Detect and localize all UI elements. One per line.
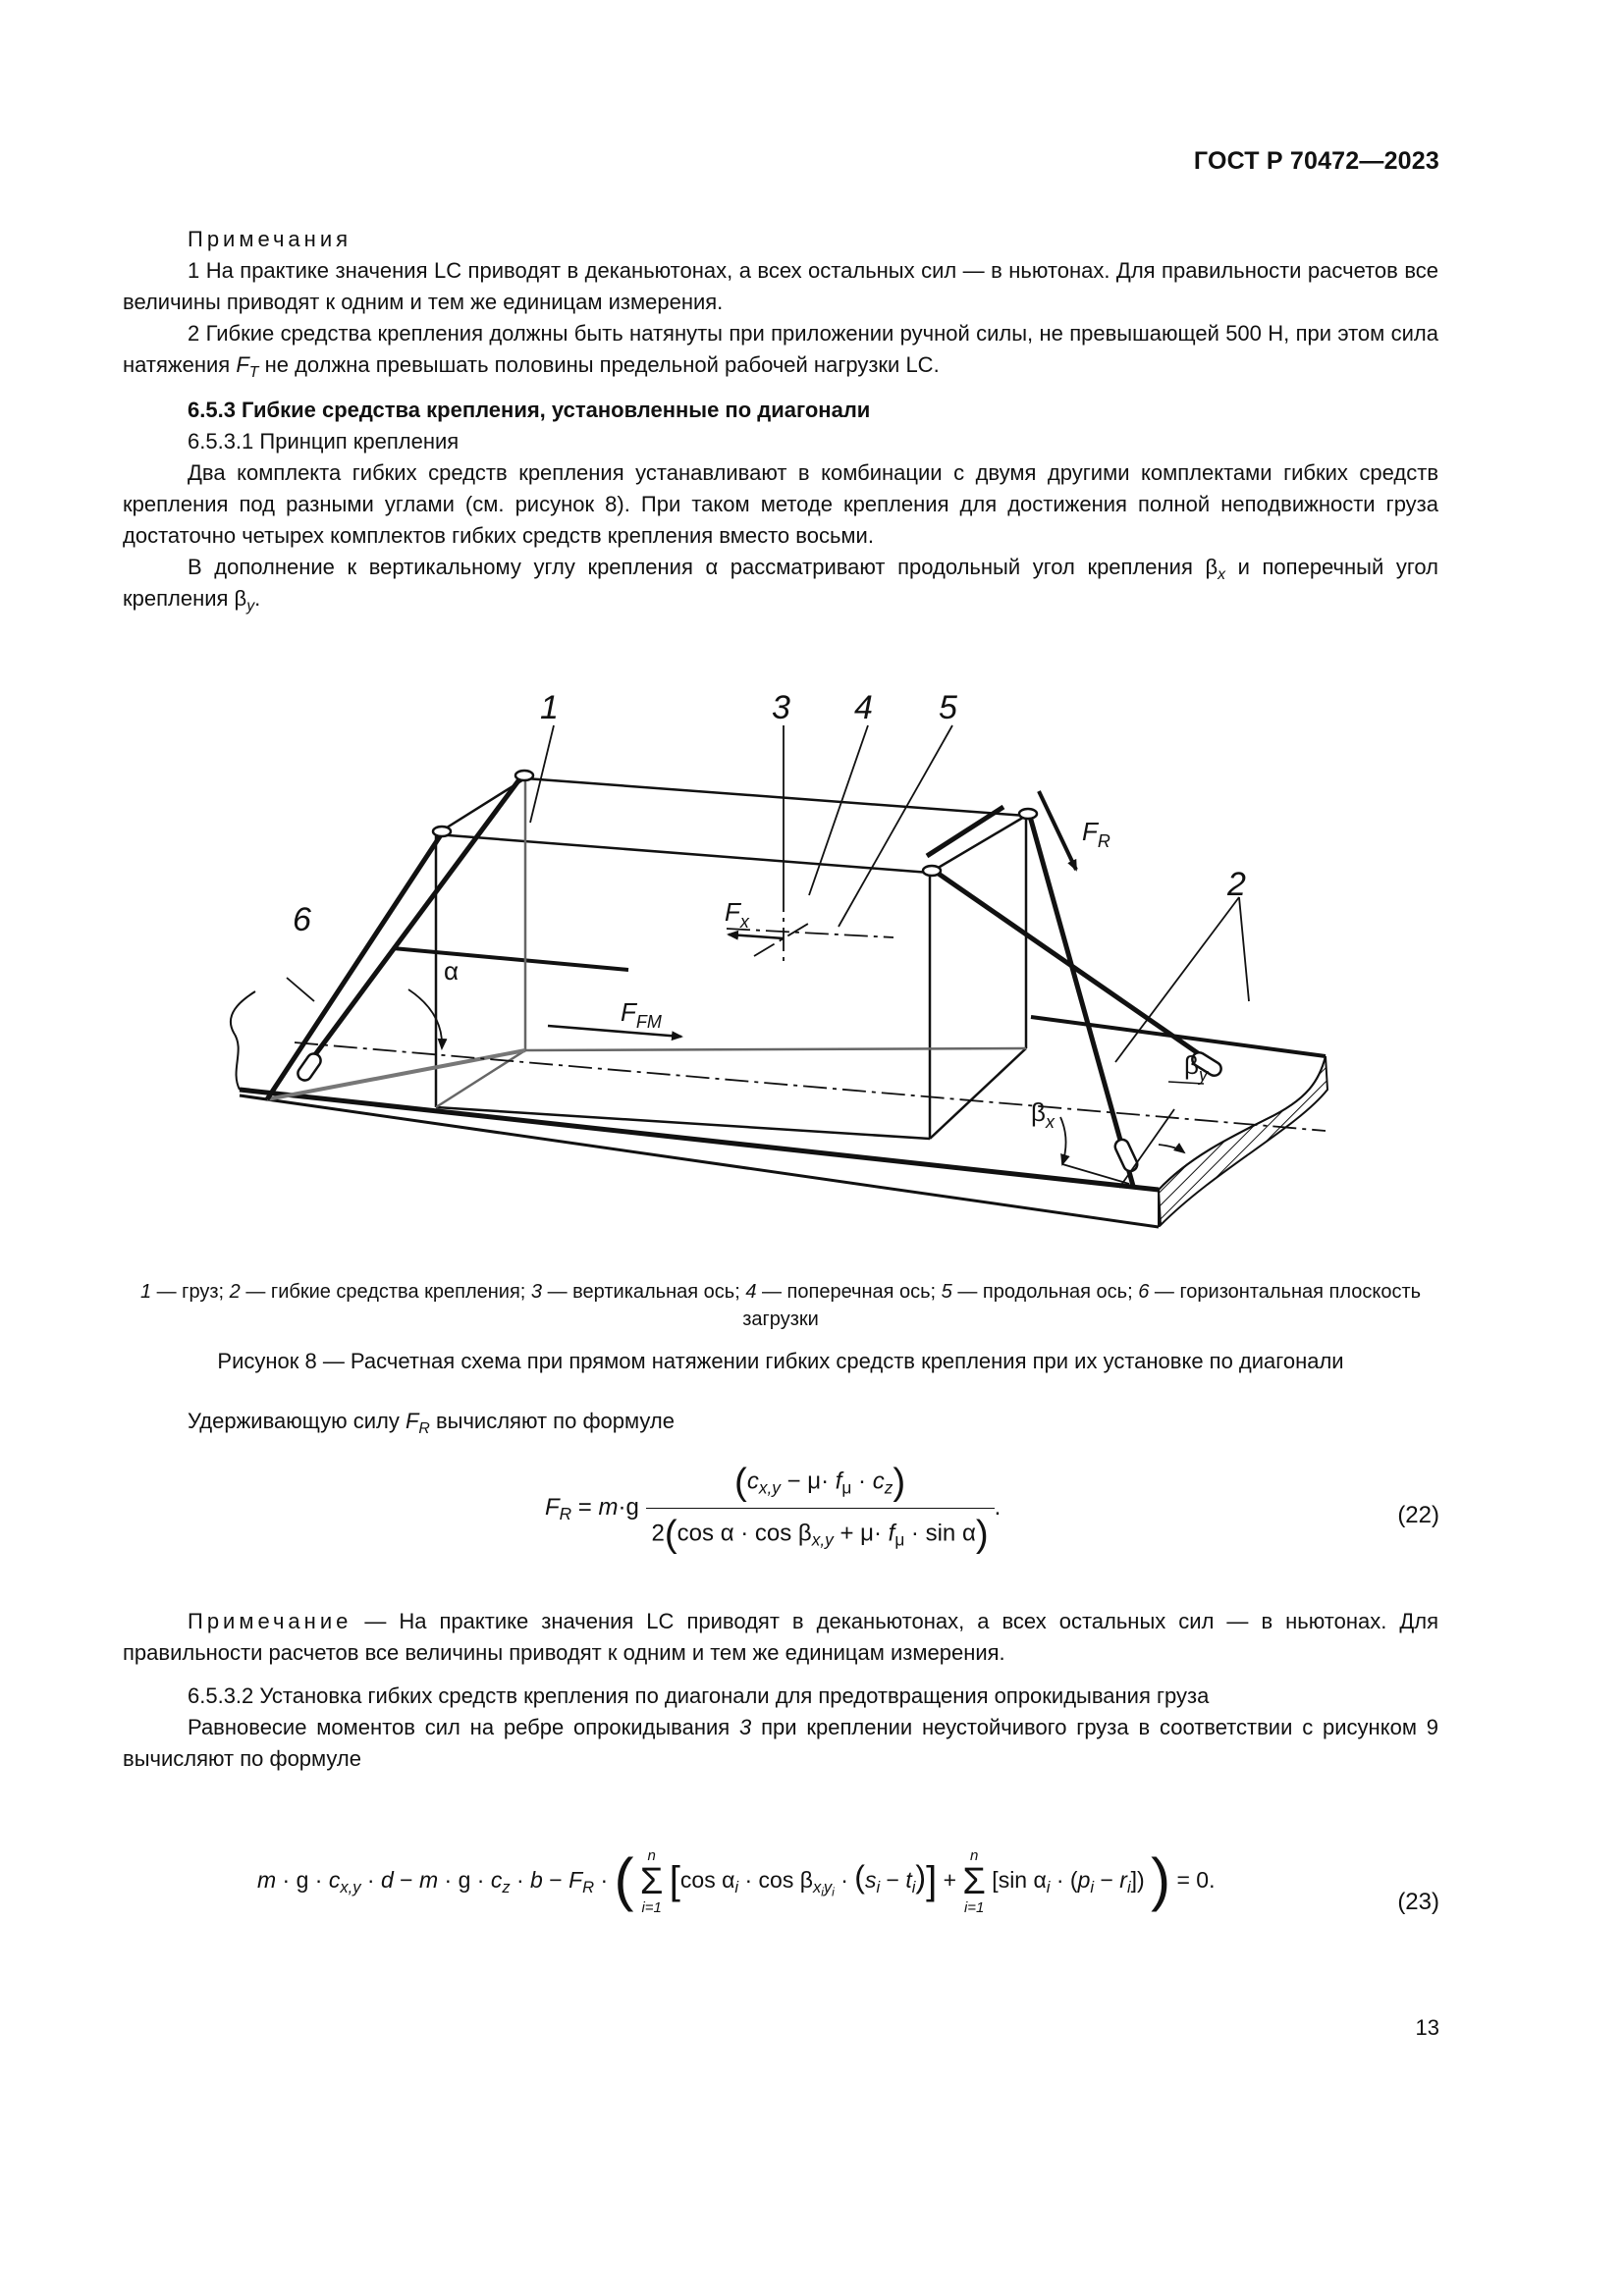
figure-8-diagram — [216, 677, 1355, 1266]
formula-23: $m \cdot g \cdot c_{x,y} \cdot d - m \cdot g \cdot c_z \cdot b - F_R$ · ( n Σ i=1 [cos $\alpha_i \cdot \cos \beta_{x_iy_i} \cdot (s_i - t_i)$] + n Σ i=1 [sin $\alpha_i \cdot (p_i - r_i]$) ) = 0. — [257, 1846, 1216, 1916]
formula-22-intro: Удерживающую силу $F_R$ вычисляют по формуле — [188, 1409, 675, 1437]
formula-23-number: (23) — [1397, 1889, 1439, 1915]
label-beta-y: $\beta_y$ — [1184, 1050, 1208, 1085]
notes-block — [123, 224, 1438, 381]
label-alpha: α — [444, 956, 460, 986]
section-heading: 6.5.3 Гибкие средства крепления, установленные по диагонали — [188, 398, 871, 422]
principle-paragraph: Два комплекта гибких средств крепления устанавливают в комбинации с двумя другими комплектами гибких средств крепления под разными углами (см. рисунок 8). При таком методе крепления для достижения полной неподвижности груза достаточно четырех комплектов гибких средств крепления вместо восьми. — [123, 460, 1438, 548]
label-6: 6 — [293, 901, 311, 938]
angles-paragraph: В дополнение к вертикальному углу крепления α рассматривают продольный угол крепления $\beta_x$ и поперечный угол крепления $\beta_y$. — [123, 555, 1438, 614]
formula-22: $F_R = m\cdot g$ $\frac{(c_{x,y} - \mu\cdot f_\mu \cdot c_z)}{2(\cos \alpha \cdot \cos \beta_{x,y} + \mu\cdot f_\mu \cdot \sin \alpha)}$ . — [545, 1461, 1001, 1555]
section-6-5-3-2 — [123, 1681, 1438, 1775]
note-item-1: 1 На практике значения LC приводят в деканьютонах, а всех остальных сил — в ньютонах. Для правильности расчетов все величины приводят к одним и тем же единицам измерения. — [123, 258, 1438, 314]
lashings — [267, 775, 1214, 1186]
label-5: 5 — [939, 689, 957, 726]
note-item-2: 2 Гибкие средства крепления должны быть натянуты при приложении ручной силы, не превышающей 500 Н, при этом сила натяжения $F_T$ не должна превышать половины предельной рабочей нагрузки LC. — [123, 321, 1438, 381]
document-header: ГОСТ Р 70472—2023 — [1193, 147, 1439, 175]
label-2: 2 — [1227, 866, 1246, 903]
subsection-heading: 6.5.3.1 Принцип крепления — [188, 429, 460, 454]
label-fx: $F_x$ — [725, 897, 749, 932]
axes — [295, 888, 1326, 1131]
notes-title: Примечания — [188, 227, 352, 251]
figure-caption: Рисунок 8 — Расчетная схема при прямом натяжении гибких средств крепления при их установке по диагонали — [217, 1349, 1344, 1373]
page-number: 13 — [1415, 2015, 1439, 2040]
label-beta-x: $\beta_x$ — [1031, 1097, 1055, 1132]
label-ffm: $F_{FM}$ — [621, 997, 662, 1032]
section-6-5-3-2-heading: 6.5.3.2 Установка гибких средств крепления по диагонали для предотвращения опрокидывания груза — [188, 1683, 1210, 1708]
cargo-box — [267, 778, 1026, 1139]
section-6-5-3 — [123, 395, 1438, 614]
label-4: 4 — [854, 689, 873, 726]
label-3: 3 — [772, 689, 790, 726]
moment-equilibrium-paragraph: Равновесие моментов сил на ребре опрокидывания 3 при креплении неустойчивого груза в соответствии с рисунком 9 вычисляют по формуле — [123, 1715, 1439, 1771]
formula-22-number: (22) — [1397, 1502, 1439, 1528]
loading-platform — [231, 948, 1327, 1227]
note-after-formula-22: Примечание — На практике значения LC приводят в деканьютонах, а всех остальных сил — в ньютонах. Для правильности расчетов все величины приводят к одним и тем же единицам измерения. — [123, 1609, 1438, 1665]
figure-legend: 1 — груз; 2 — гибкие средства крепления; 3 — вертикальная ось; 4 — поперечная ось; 5 — продольная ось; 6 — горизонтальная плоскость загрузки — [139, 1281, 1422, 1330]
label-fr: $F_R$ — [1082, 817, 1110, 851]
label-1: 1 — [540, 689, 559, 726]
